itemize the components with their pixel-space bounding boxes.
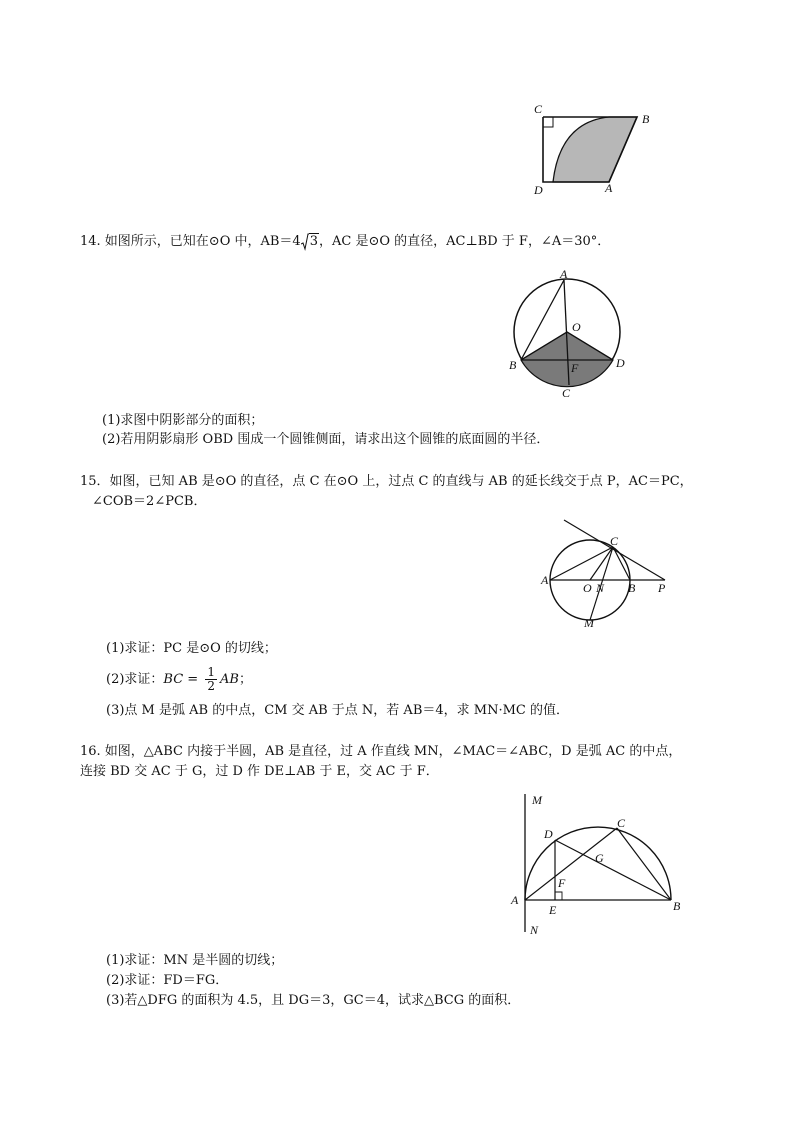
label-B: B [628,581,636,595]
label-C: C [617,816,626,830]
q15-sub2: (2)求证：BC = $\frac{1}{2}$ AB； [106,665,252,693]
label-B: B [642,112,650,126]
q16-sub2: (2)求证：FD＝FG． [106,973,229,988]
label-A: A [541,573,549,587]
q14-sub2: (2)若用阴影扇形 OBD 围成一个圆锥侧面，请求出这个圆锥的底面圆的半径． [102,432,550,447]
label-O: O [583,581,592,595]
figure-15 [538,515,678,630]
label-A: A [511,893,519,907]
label-F: F [571,361,579,375]
q16-stem-line1: 16. 如图，△ABC 内接于半圆，AB 是直径，过 A 作直线 MN，∠MAC＝∠ABC，D 是弧 AC 的中点， [80,744,682,759]
q14-sub1: (1)求图中阴影部分的面积； [102,413,264,428]
label-A: A [605,181,613,195]
label-B: B [509,358,517,372]
figure-15-svg [538,515,678,630]
figure-14 [498,268,638,403]
label-M: M [584,616,594,630]
label-D: D [616,356,625,370]
label-P: P [658,581,666,595]
label-E: E [549,903,557,917]
label-G: G [595,851,604,865]
radical-sign [301,233,309,251]
q16-stem-line2: 连接 BD 交 AC 于 G，过 D 作 DE⊥AB 于 E，交 AC 于 F． [80,764,439,779]
q15-stem-line1: 15．如图，已知 AB 是⊙O 的直径，点 C 在⊙O 上，过点 C 的直线与 AB 的延长线交于点 P，AC＝PC， [80,474,693,489]
label-C: C [562,386,571,400]
label-F: F [558,876,566,890]
label-M: M [532,793,542,807]
label-B: B [673,899,681,913]
figure-13 [525,98,665,198]
label-C: C [534,102,543,116]
q14-stem: 14. 如图所示，已知在⊙O 中，AB＝4 3，AC 是⊙O 的直径，AC⊥BD 于 F，∠A＝30°． [80,234,611,249]
right-angle-mark [543,117,553,127]
label-O: O [572,320,581,334]
shaded-region [553,117,637,182]
label-D: D [544,827,553,841]
right-angle-mark [555,892,562,900]
fraction-one-half: $\frac{1}{2}$ [207,665,215,693]
figure-16 [505,790,695,940]
q15-stem-line2: ∠COB＝2∠PCB． [92,494,207,509]
q15-sub3: (3)点 M 是弧 AB 的中点，CM 交 AB 于点 N，若 AB＝4，求 MN·MC 的值． [106,703,569,718]
label-N: N [596,581,605,595]
q15-sub1: (1)求证：PC 是⊙O 的切线； [106,641,277,656]
sqrt-3: 3 [301,233,319,251]
label-C: C [610,534,619,548]
figure-14-svg [498,268,638,403]
label-D: D [534,183,543,197]
label-N: N [530,923,539,937]
q16-sub1: (1)求证：MN 是半圆的切线； [106,953,284,968]
figure-13-svg [525,98,665,198]
q16-sub3: (3)若△DFG 的面积为 4.5，且 DG＝3，GC＝4，试求△BCG 的面积． [106,993,521,1008]
label-A: A [560,267,568,281]
figure-16-svg [505,790,695,940]
